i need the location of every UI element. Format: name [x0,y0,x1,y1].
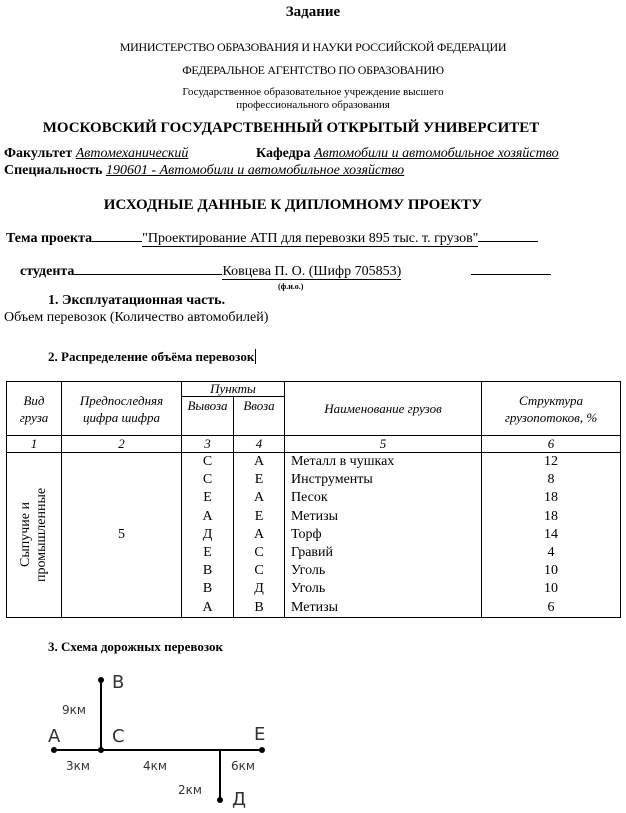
topic-value: "Проектирование АТП для перевозки 895 тыс. т. грузов" [142,231,479,246]
university-name: МОСКОВСКИЙ ГОСУДАРСТВЕННЫЙ ОТКРЫТЫЙ УНИВЕРСИТЕТ [42,120,540,136]
row-8-name: Уголь [291,581,326,597]
to-column [234,453,285,618]
student-label: студента [20,264,75,279]
table-row [7,453,621,618]
department-value: Автомобили и автомобильное хозяйство [314,146,559,161]
header-digit: Предпоследняя цифра шифра [62,382,182,436]
from-column [182,453,234,618]
faculty-label: Факультет [4,146,73,161]
row-6-pct: 4 [547,544,555,560]
page-heading: Задание [285,4,341,20]
row-6-name: Гравий [291,544,334,560]
row-8-from: В [202,581,213,597]
student-value: Ковцева П. О. (Шифр 705853) [222,264,402,279]
department-label: Кафедра [256,146,311,161]
row-2-pct: 8 [547,472,555,488]
row-5-name: Торф [291,526,322,542]
row-2-to: Е [254,472,264,488]
document-title: ИСХОДНЫЕ ДАННЫЕ К ДИПЛОМНОМУ ПРОЕКТУ [103,197,483,213]
row-9-name: Метизы [291,599,339,615]
header-to: Ввоза [234,397,285,436]
row-1-to: А [253,454,265,469]
node-c-dot [98,747,104,753]
row-7-pct: 10 [544,563,558,579]
row-4-from: А [202,508,213,524]
specialty-row [4,163,404,179]
faculty-row [4,146,188,162]
agency-line: ФЕДЕРАЛЬНОЕ АГЕНТСТВО ПО ОБРАЗОВАНИЮ [182,63,444,77]
digit-cell: 5 [62,453,182,618]
name-column [285,453,482,618]
institution-line-1: Государственное образовательное учреждение высшего [182,86,444,98]
student-row [20,264,551,280]
specialty-label: Специальность [4,163,103,178]
row-3-pct: 18 [544,490,558,506]
node-e-label: Е [254,724,266,745]
node-d-dot [217,797,223,803]
ministry-line: МИНИСТЕРСТВО ОБРАЗОВАНИЯ И НАУКИ РОССИЙСКОЙ ФЕДЕРАЦИИ [119,40,507,54]
road-scheme [0,660,300,813]
faculty-value: Автомеханический [75,146,189,161]
header-from: Вывоза [182,397,234,436]
section2-title: 2. Распределение объёма перевозок [48,349,255,364]
table-header-row [7,382,621,397]
row-7-to: С [254,563,264,579]
institution-line-2: профессионального образования [236,99,390,111]
node-b-label: В [112,672,125,693]
row-7-from: В [202,563,213,579]
topic-label: Тема проекта [6,231,93,246]
node-a-dot [51,747,57,753]
row-1-name: Металл в чушках [291,454,395,469]
row-1-pct: 12 [544,454,558,469]
section1-title: 1. Эксплуатационная часть. [48,293,226,308]
row-3-from: Е [203,490,212,506]
row-4-name: Метизы [291,508,339,524]
node-e-dot [259,747,265,753]
row-3-name: Песок [291,490,328,506]
node-c-label: С [112,726,125,747]
header-structure: Структура грузопотоков, % [482,382,621,436]
row-9-from: А [202,599,213,615]
row-4-pct: 18 [544,508,558,524]
topic-row [6,231,538,247]
dist-junction-d-label: 2км [178,783,202,797]
row-5-to: А [253,526,265,542]
row-4-to: Е [254,508,264,524]
fio-note: (ф.и.о.) [278,282,304,291]
row-2-from: С [202,472,213,488]
row-1-from: С [202,454,213,469]
row-8-pct: 10 [544,581,558,597]
header-points: Пункты [182,382,285,397]
node-b-dot [98,677,104,683]
dist-ac-label: 3км [66,759,90,773]
dist-cb-label: 9км [62,703,86,717]
pct-column [482,453,621,618]
row-8-to: Д [254,581,264,597]
section1-text: Объем перевозок (Количество автомобилей) [4,310,269,325]
row-3-to: А [253,490,265,506]
row-6-from: Е [203,544,212,560]
row-9-pct: 6 [547,599,555,615]
header-cargo-type: Вид груза [7,382,62,436]
row-7-name: Уголь [291,563,326,579]
cargo-type-cell: Сыпучие и промышленные [18,487,49,583]
header-cargo-name: Наименование грузов [285,382,482,436]
distribution-table [6,381,621,618]
dist-junction-e-label: 6км [231,759,255,773]
node-a-label: А [48,726,61,747]
row-5-from: Д [202,526,213,542]
node-d-label: Д [232,789,247,810]
row-9-to: В [254,599,264,615]
row-2-name: Инструменты [291,472,373,488]
specialty-value: 190601 - Автомобили и автомобильное хозяйство [105,163,405,178]
section3-title: 3. Схема дорожных перевозок [48,639,223,654]
table-number-row: 1 2 3 4 5 6 [7,436,621,453]
row-5-pct: 14 [544,526,558,542]
dist-c-junction-label: 4км [143,759,167,773]
row-6-to: С [254,544,264,560]
department-row [256,146,559,162]
